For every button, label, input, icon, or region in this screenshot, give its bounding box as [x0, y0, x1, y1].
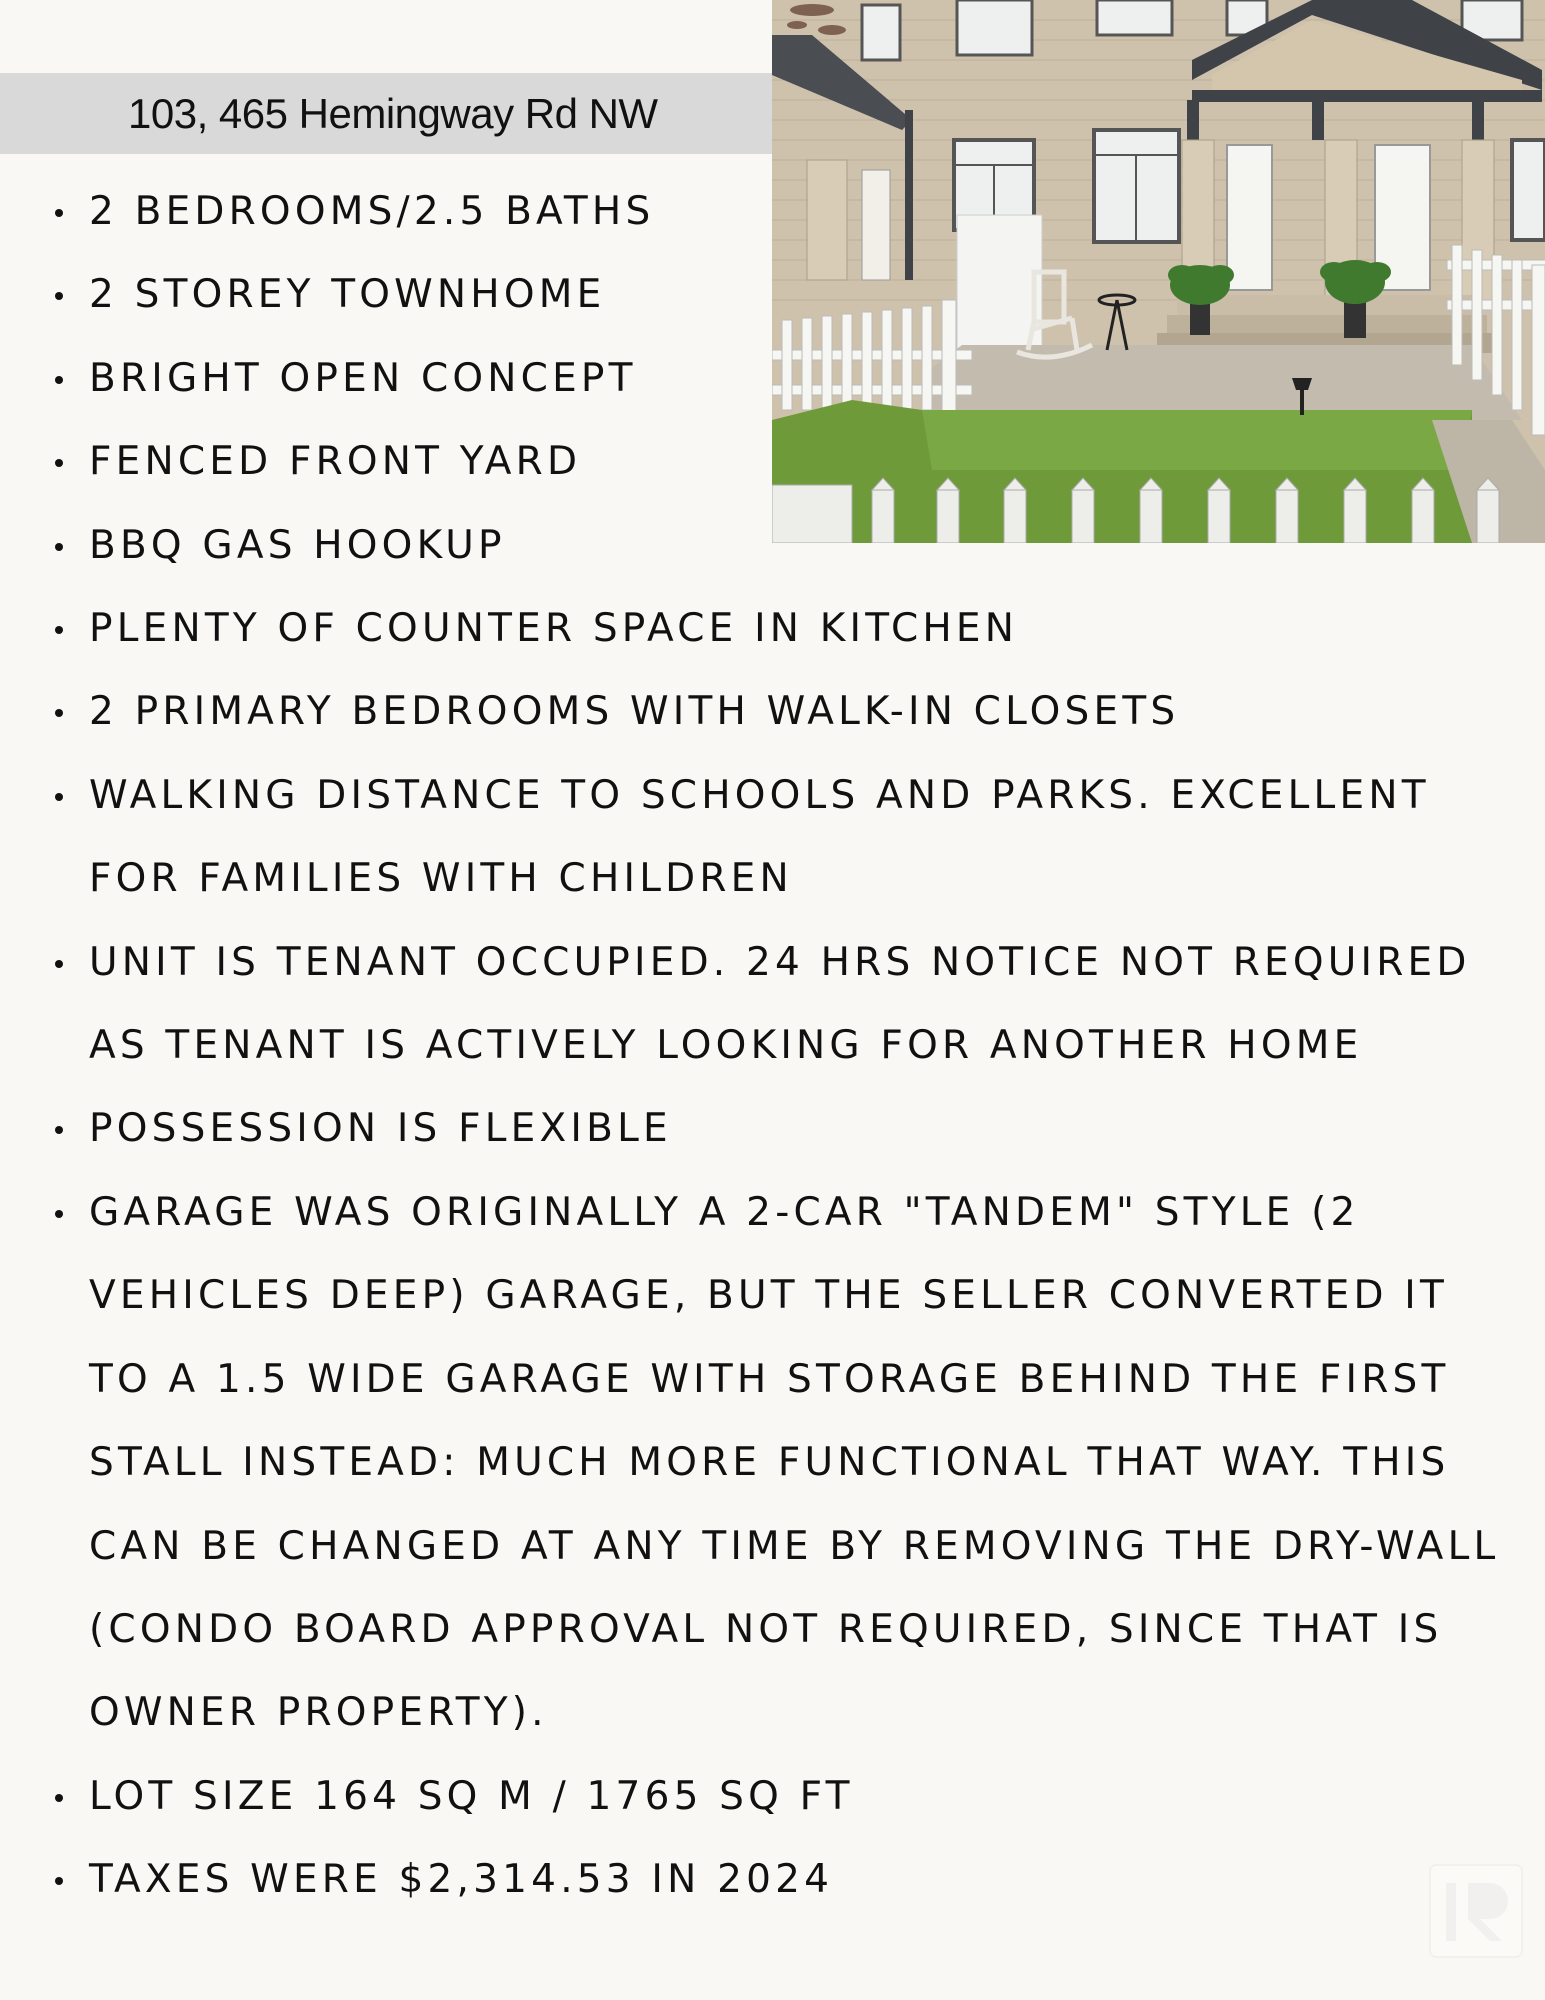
feature-item: 2 PRIMARY BEDROOMS WITH WALK-IN CLOSETS — [0, 670, 1545, 753]
feature-item: UNIT IS TENANT OCCUPIED. 24 HRS NOTICE NOT REQUIRED AS TENANT IS ACTIVELY LOOKING FOR ANOTHER HOME — [0, 921, 1545, 1088]
feature-item: FENCED FRONT YARD — [0, 420, 1545, 503]
page-title: 103, 465 Hemingway Rd NW — [128, 89, 658, 137]
feature-item: 2 STOREY TOWNHOME — [0, 253, 1545, 336]
feature-item: BBQ GAS HOOKUP — [0, 504, 1545, 587]
brokerage-logo-icon — [1428, 1863, 1524, 1959]
title-bar — [0, 73, 772, 154]
feature-item: TAXES WERE $2,314.53 IN 2024 — [0, 1838, 1545, 1921]
feature-item: 2 BEDROOMS/2.5 BATHS — [0, 170, 1545, 253]
feature-item: PLENTY OF COUNTER SPACE IN KITCHEN — [0, 587, 1545, 670]
feature-item: GARAGE WAS ORIGINALLY A 2-CAR "TANDEM" STYLE (2 VEHICLES DEEP) GARAGE, BUT THE SELLER CONVERTED IT TO A 1.5 WIDE GARAGE WITH STORAGE BEHIND THE FIRST STALL INSTEAD: MUCH MORE FUNCTIONAL THAT WAY. THIS CAN BE CHANGED AT ANY TIME BY REMOVING THE DRY-WALL (CONDO BOARD APPROVAL NOT REQUIRED, SINCE THAT IS OWNER PROPERTY). — [0, 1171, 1545, 1755]
feature-item: BRIGHT OPEN CONCEPT — [0, 337, 1545, 420]
feature-list — [0, 170, 1545, 1922]
feature-item: LOT SIZE 164 SQ M / 1765 SQ FT — [0, 1755, 1545, 1838]
feature-item: WALKING DISTANCE TO SCHOOLS AND PARKS. EXCELLENT FOR FAMILIES WITH CHILDREN — [0, 754, 1545, 921]
feature-item: POSSESSION IS FLEXIBLE — [0, 1087, 1545, 1170]
